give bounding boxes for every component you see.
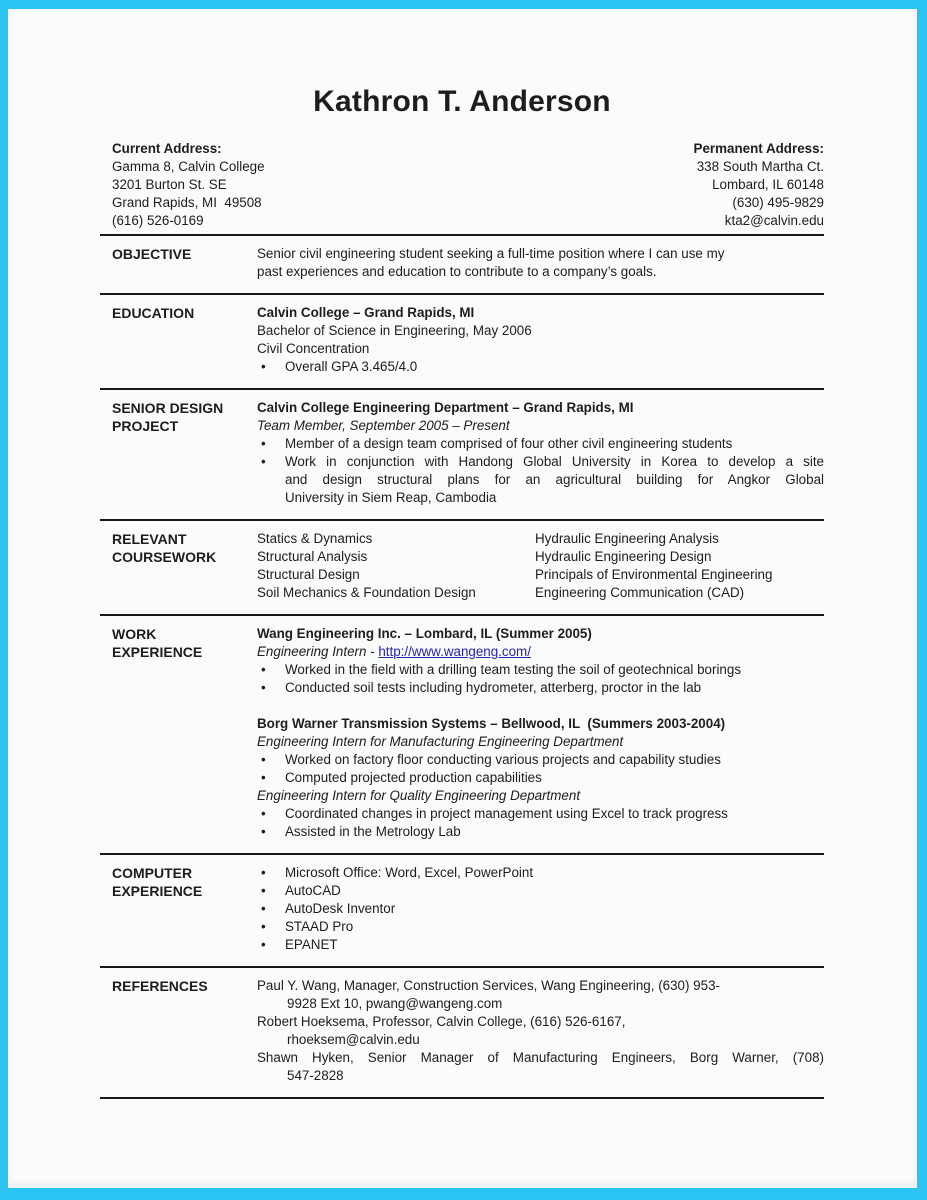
bullet-item: • Member of a design team comprised of four other civil engineering students bbox=[257, 435, 824, 453]
address-line: (630) 495-9829 bbox=[732, 195, 824, 210]
section-label-work bbox=[100, 625, 257, 841]
course-item: Principals of Environmental Engineering bbox=[535, 567, 773, 582]
label-line: SENIOR DESIGN bbox=[112, 400, 224, 416]
label-line: COMPUTER bbox=[112, 865, 193, 881]
address-header bbox=[100, 140, 824, 236]
bullet-item: • Worked on factory floor conducting various projects and capability studies bbox=[257, 751, 824, 769]
wangeng-link[interactable]: http://www.wangeng.com/ bbox=[378, 644, 531, 659]
education-concentration: Civil Concentration bbox=[257, 341, 370, 356]
senior-design-body bbox=[257, 399, 824, 507]
section-label-education bbox=[100, 304, 257, 376]
bullet-item: • Assisted in the Metrology Lab bbox=[257, 823, 824, 841]
job-wang-engineering bbox=[257, 625, 824, 697]
section-label-computer bbox=[100, 864, 257, 954]
bullet-item: • STAAD Pro bbox=[257, 918, 824, 936]
address-line: 338 South Martha Ct. bbox=[696, 159, 824, 174]
label-line: EDUCATION bbox=[112, 305, 195, 321]
label-line: REFERENCES bbox=[112, 978, 208, 994]
permanent-address-label: Permanent Address: bbox=[693, 141, 824, 156]
address-line: Grand Rapids, MI 49508 bbox=[112, 195, 262, 210]
section-objective bbox=[100, 236, 824, 295]
job-role-title: Engineering Intern for Manufacturing Engineering Department bbox=[257, 734, 624, 749]
section-senior-design-project bbox=[100, 390, 824, 521]
bullet-text-line: • Work in conjunction with Handong Global University in Korea to develop a site bbox=[285, 454, 824, 469]
computer-body bbox=[257, 864, 824, 954]
resume-name: Kathron T. Anderson bbox=[313, 85, 611, 118]
coursework-columns bbox=[257, 530, 824, 602]
job-company: Borg Warner Transmission Systems – Bellwood, IL (Summers 2003-2004) bbox=[257, 716, 726, 731]
bullet-item: • AutoCAD bbox=[257, 882, 824, 900]
address-line: Lombard, IL 60148 bbox=[712, 177, 824, 192]
bullet-item: • EPANET bbox=[257, 936, 824, 954]
course-item: Statics & Dynamics bbox=[257, 531, 373, 546]
reference-line: 9928 Ext 10, pwang@wangeng.com bbox=[287, 996, 503, 1011]
bullet-text-line: University in Siem Reap, Cambodia bbox=[285, 490, 497, 505]
bullet-item: • AutoDesk Inventor bbox=[257, 900, 824, 918]
objective-text-line: Senior civil engineering student seeking a full-time position where I can use my bbox=[257, 246, 725, 261]
objective-body bbox=[257, 245, 824, 281]
address-line: kta2@calvin.edu bbox=[724, 213, 824, 228]
address-line: Gamma 8, Calvin College bbox=[112, 159, 265, 174]
education-degree: Bachelor of Science in Engineering, May 2006 bbox=[257, 323, 532, 338]
job-role bbox=[257, 643, 824, 661]
coursework-col-2 bbox=[535, 530, 824, 602]
permanent-address-block bbox=[694, 140, 824, 230]
resume-page bbox=[8, 9, 917, 1188]
label-line: EXPERIENCE bbox=[112, 644, 203, 660]
reference-line: 547-2828 bbox=[287, 1068, 344, 1083]
reference-entry bbox=[257, 1049, 824, 1085]
label-line: OBJECTIVE bbox=[112, 246, 192, 262]
section-label-references bbox=[100, 977, 257, 1085]
bullet-item: • Computed projected production capabilities bbox=[257, 769, 824, 787]
objective-text-line: past experiences and education to contribute to a company’s goals. bbox=[257, 264, 657, 279]
job-role-title: Engineering Intern for Quality Engineering Department bbox=[257, 788, 581, 803]
course-item: Structural Analysis bbox=[257, 549, 368, 564]
resume-content bbox=[100, 9, 824, 1099]
course-item: Soil Mechanics & Foundation Design bbox=[257, 585, 476, 600]
bullet-item: • Overall GPA 3.465/4.0 bbox=[257, 358, 824, 376]
job-borg-warner bbox=[257, 715, 824, 841]
bullet-text-line: and design structural plans for an agricultural building for Angkor Global bbox=[285, 472, 824, 487]
section-computer-experience bbox=[100, 855, 824, 968]
label-line: PROJECT bbox=[112, 418, 179, 434]
bullet-item: • Worked in the field with a drilling team testing the soil of geotechnical borings bbox=[257, 661, 824, 679]
section-label-objective bbox=[100, 245, 257, 281]
current-address-label: Current Address: bbox=[112, 141, 222, 156]
label-line: EXPERIENCE bbox=[112, 883, 203, 899]
bullet-item: • Coordinated changes in project management using Excel to track progress bbox=[257, 805, 824, 823]
reference-line: Shawn Hyken, Senior Manager of Manufacturing Engineers, Borg Warner, (708) bbox=[257, 1050, 824, 1065]
senior-design-role: Team Member, September 2005 – Present bbox=[257, 418, 510, 433]
reference-entry bbox=[257, 977, 824, 1013]
reference-line: Robert Hoeksema, Professor, Calvin College, (616) 526-6167, bbox=[257, 1014, 626, 1029]
section-work-experience bbox=[100, 616, 824, 855]
education-school: Calvin College – Grand Rapids, MI bbox=[257, 305, 475, 320]
section-relevant-coursework bbox=[100, 521, 824, 616]
senior-design-org: Calvin College Engineering Department – Grand Rapids, MI bbox=[257, 400, 634, 415]
course-item: Engineering Communication (CAD) bbox=[535, 585, 745, 600]
work-body bbox=[257, 625, 824, 841]
education-body bbox=[257, 304, 824, 376]
bullet-item bbox=[257, 453, 824, 507]
reference-entry bbox=[257, 1013, 824, 1049]
section-label-senior-design bbox=[100, 399, 257, 507]
bullet-item: • Microsoft Office: Word, Excel, PowerPoint bbox=[257, 864, 824, 882]
address-line: (616) 526-0169 bbox=[112, 213, 204, 228]
bullet-item: • Conducted soil tests including hydrometer, atterberg, proctor in the lab bbox=[257, 679, 824, 697]
section-education bbox=[100, 295, 824, 390]
section-references bbox=[100, 968, 824, 1099]
job-company: Wang Engineering Inc. – Lombard, IL (Summer 2005) bbox=[257, 626, 592, 641]
label-line: WORK bbox=[112, 626, 157, 642]
reference-line: Paul Y. Wang, Manager, Construction Services, Wang Engineering, (630) 953- bbox=[257, 978, 720, 993]
label-line: COURSEWORK bbox=[112, 549, 217, 565]
course-item: Hydraulic Engineering Analysis bbox=[535, 531, 719, 546]
address-line: 3201 Burton St. SE bbox=[112, 177, 227, 192]
course-item: Hydraulic Engineering Design bbox=[535, 549, 712, 564]
job-role-title: Engineering Intern - bbox=[257, 644, 379, 659]
reference-line: rhoeksem@calvin.edu bbox=[287, 1032, 420, 1047]
current-address-block bbox=[112, 140, 265, 230]
course-item: Structural Design bbox=[257, 567, 360, 582]
label-line: RELEVANT bbox=[112, 531, 187, 547]
references-body bbox=[257, 977, 824, 1085]
coursework-col-1 bbox=[257, 530, 535, 602]
section-label-coursework bbox=[100, 530, 257, 602]
